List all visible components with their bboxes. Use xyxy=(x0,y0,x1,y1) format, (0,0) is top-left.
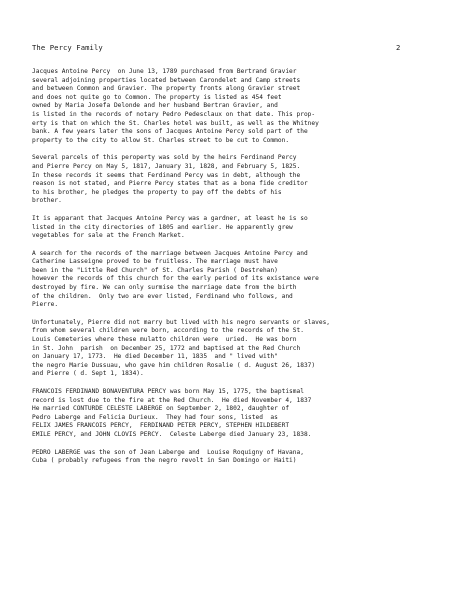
paragraph xyxy=(32,250,444,310)
text-line: brother. xyxy=(32,197,62,205)
text-line: property to the city to allow St. Charles street to be cut to Common. xyxy=(32,136,290,144)
text-line: listed in the city directories of 1805 and earlier. He apparently grew xyxy=(32,223,293,231)
paragraph xyxy=(32,449,444,466)
text-line: on January 17, 1773. He died December 11, 1835 and " lived with" xyxy=(32,353,278,361)
text-line: erty is that on which the St. Charles hotel was built, as well as the Whitney xyxy=(32,119,319,127)
text-line: destroyed by fire. We can only surmise the marriage date from the birth xyxy=(32,284,297,292)
text-line: Several parcels of this peroperty was sold by the heirs Ferdinand Percy xyxy=(32,154,297,162)
text-line: Pierre. xyxy=(32,301,59,309)
paragraph xyxy=(32,388,444,440)
text-line: in St. John parish on December 25, 1772 and baptised at the Red Church xyxy=(32,344,301,352)
text-line: owned by Maria Josefa Delonde and her husband Bertran Gravier, and xyxy=(32,102,278,110)
text-line: It is apparant that Jacques Antoine Percy was a gardner, at least he is so xyxy=(32,214,308,222)
page-number: 2 xyxy=(396,43,401,52)
text-line: reason is not stated, and Pierre Percy states that as a bona fide creditor xyxy=(32,180,308,188)
text-line: record is lost due to the fire at the Red Church. He died November 4, 1837 xyxy=(32,396,312,404)
text-line: In these records it seems that Ferdinand Percy was in debt, although the xyxy=(32,171,301,179)
text-line: EMILE PERCY, and JOHN CLOVIS PERCY. Celeste Laberge died January 23, 1838. xyxy=(32,430,312,438)
paragraph xyxy=(32,68,444,145)
text-line: and does not quite go to Common. The property is listed as 454 feet xyxy=(32,93,282,101)
text-line: Catherine Lasseigne proved to be fruitless. The marriage must have xyxy=(32,258,278,266)
text-line: is listed in the records of notary Pedro Pedesclaux on that date. This prop- xyxy=(32,110,316,118)
text-line: and between Common and Gravier. The property fronts along Gravier street xyxy=(32,85,301,93)
text-line: Pedro Laberge and Felicia Durieux. They had four sons, listed as xyxy=(32,413,278,421)
text-line: Unfortunately, Pierre did not marry but lived with his negro servants or slaves, xyxy=(32,318,331,326)
text-line: FRANCOIS FERDINAND BONAVENTURA PERCY was born May 15, 1775, the baptismal xyxy=(32,388,304,395)
paragraph xyxy=(32,154,444,206)
text-line: Louis Cemeteries where these mulatto children were uried. He was born xyxy=(32,336,297,344)
text-line: He married CONTURDE CELESTE LABERGE on September 2, 1802, daughter of xyxy=(32,405,290,413)
text-line: several adjoining properties located between Carondelet and Camp streets xyxy=(32,76,301,84)
text-line: from whom several children were born, according to the records of the St. xyxy=(32,327,304,335)
text-line: however the records of this church for the early period of its existance were xyxy=(32,275,319,283)
text-line: Cuba ( probably refugees from the negro revolt in San Domingo or Haiti) xyxy=(32,457,297,465)
document-title: The Percy Family xyxy=(32,43,103,52)
text-line: been in the "Little Red Church" of St. Charles Parish ( Destrehan) xyxy=(32,266,278,274)
text-line: FELIX JAMES FRANCOIS PERCY, FERDINAND PETER PERCY, STEPHEN HILDEBERT xyxy=(32,422,290,430)
text-line: to his brother, he pledges the property to pay off the debts of his xyxy=(32,188,282,196)
paragraph xyxy=(32,319,444,379)
text-line: the negro Marie Dussuau, who gave him children Rosalie ( d. August 26, 1837) xyxy=(32,361,316,369)
text-line: PEDRO LABERGE was the son of Jean Laberge and Louise Roquigny of Havana, xyxy=(32,448,304,456)
text-line: bank. A few years later the sons of Jacques Antoine Percy sold part of the xyxy=(32,128,308,136)
text-line: and Pierre Percy on May 5, 1817, January 31, 1828, and February 5, 1825. xyxy=(32,162,301,170)
paragraph xyxy=(32,215,444,241)
text-line: Jacques Antoine Percy on June 13, 1789 purchased from Bertrand Gravier xyxy=(32,68,297,75)
text-line: and Pierre ( d. Sept 1, 1834). xyxy=(32,370,144,378)
text-line: A search for the records of the marriage between Jacques Antoine Percy and xyxy=(32,249,308,257)
text-line: of the children. Only two are ever listed, Ferdinand who follows, and xyxy=(32,292,293,300)
document-body xyxy=(32,68,444,475)
text-line: vegetables for sale at the French Market. xyxy=(32,232,185,240)
